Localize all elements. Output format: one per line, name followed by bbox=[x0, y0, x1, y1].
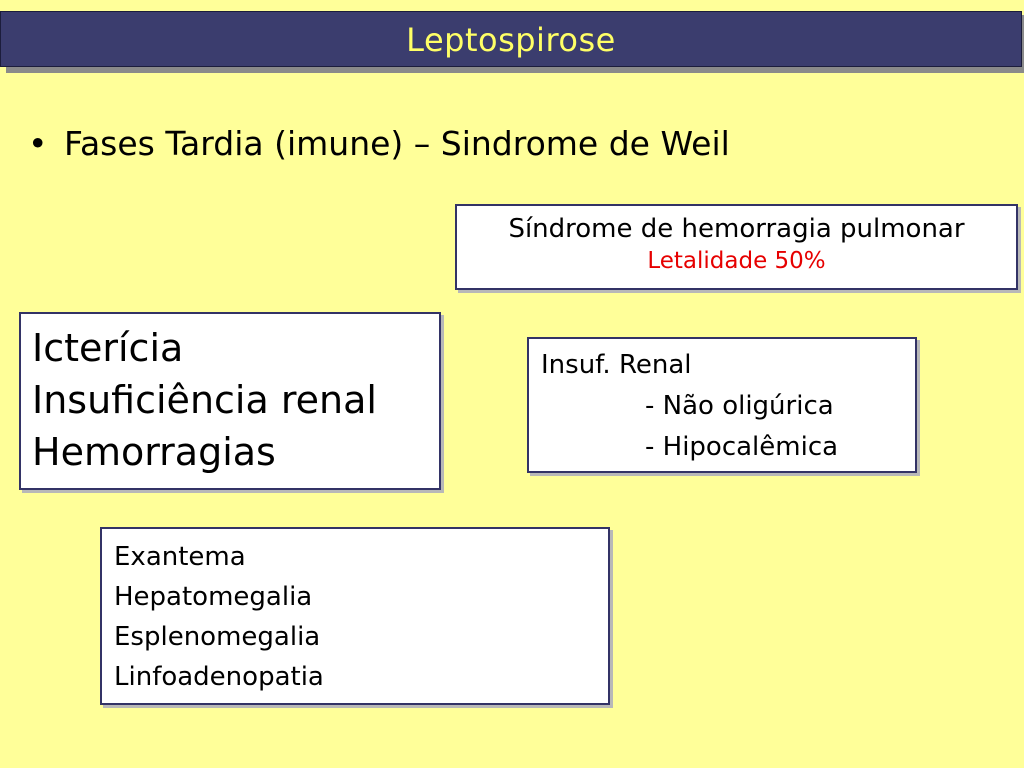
renal-subitem: - Não oligúrica bbox=[645, 391, 834, 421]
renal-title: Insuf. Renal bbox=[541, 350, 692, 380]
finding-item: Linfoadenopatia bbox=[114, 662, 324, 692]
main-symptoms-box bbox=[19, 312, 441, 490]
bullet-text: Fases Tardia (imune) – Sindrome de Weil bbox=[64, 124, 730, 163]
pulmonary-hemorrhage-box bbox=[455, 204, 1018, 290]
finding-item: Exantema bbox=[114, 542, 246, 572]
finding-item: Esplenomegalia bbox=[114, 622, 321, 652]
finding-item: Hepatomegalia bbox=[114, 582, 313, 612]
bullet-marker: • bbox=[28, 124, 48, 163]
bullet-point bbox=[28, 118, 730, 170]
slide-title: Leptospirose bbox=[406, 21, 616, 59]
renal-insufficiency-box bbox=[527, 337, 917, 473]
lethality-note: Letalidade 50% bbox=[647, 248, 826, 274]
other-findings-box bbox=[100, 527, 610, 705]
pulmonary-hemorrhage-title: Síndrome de hemorragia pulmonar bbox=[508, 214, 965, 244]
symptom-item: Hemorragias bbox=[32, 430, 276, 474]
symptom-item: Insuficiência renal bbox=[32, 378, 377, 422]
title-bar bbox=[0, 11, 1022, 67]
symptom-item: Icterícia bbox=[32, 326, 184, 370]
renal-subitem: - Hipocalêmica bbox=[645, 432, 839, 462]
